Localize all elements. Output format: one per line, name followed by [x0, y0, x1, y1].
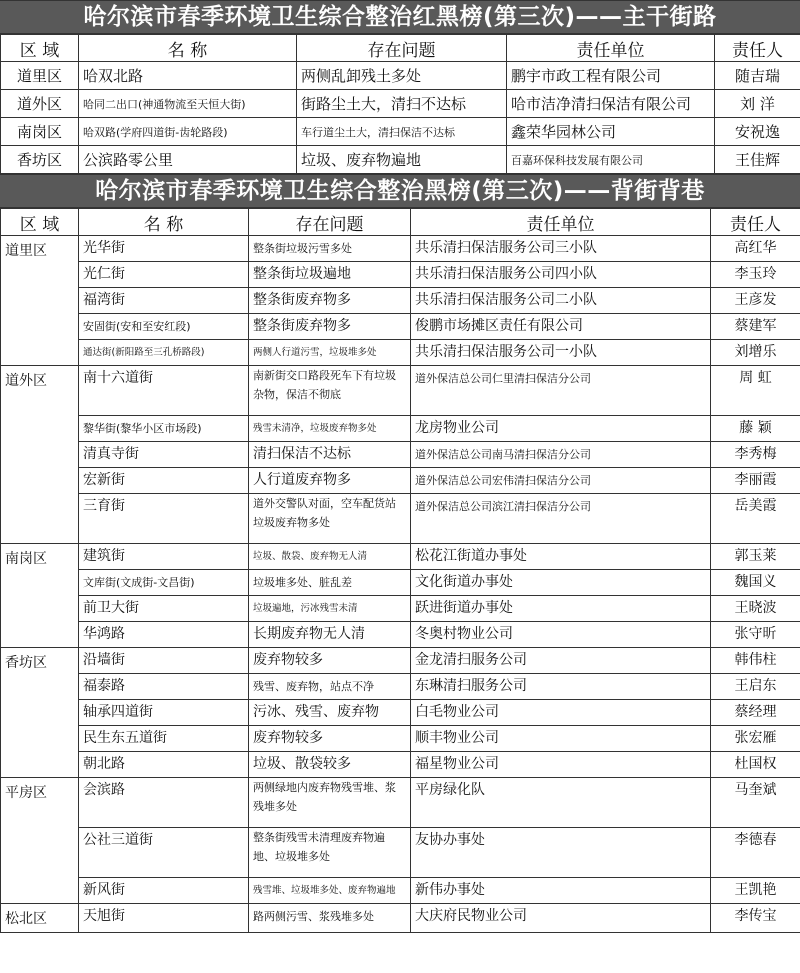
table-header-row	[1, 209, 800, 236]
unit-cell: 福星物业公司	[411, 752, 711, 778]
street-name-cell: 文库街(文成街-文昌街)	[79, 570, 249, 596]
table-row	[1, 904, 800, 933]
unit-cell: 新伟办事处	[411, 878, 711, 904]
street-name-cell: 建筑街	[79, 544, 249, 570]
person-cell: 王启东	[711, 674, 800, 700]
person-cell: 王佳辉	[715, 146, 800, 174]
street-name-cell: 公社三道街	[79, 828, 249, 878]
table-row	[1, 596, 800, 622]
person-cell: 李秀梅	[711, 442, 800, 468]
unit-cell: 道外保洁总公司宏伟清扫保洁分公司	[411, 468, 711, 494]
street-name-cell: 通达街(新阳路至三孔桥路段)	[79, 340, 249, 366]
person-cell: 张守昕	[711, 622, 800, 648]
person-cell: 刘 洋	[715, 90, 800, 118]
street-name-cell: 公滨路零公里	[79, 146, 297, 174]
district-cell: 道外区	[1, 366, 79, 544]
header-unit: 责任单位	[507, 35, 715, 62]
street-name-cell: 福湾街	[79, 288, 249, 314]
table-row	[1, 146, 800, 174]
problem-cell: 垃圾、废弃物遍地	[297, 146, 507, 174]
problem-cell: 清扫保洁不达标	[249, 442, 411, 468]
person-cell: 岳美霞	[711, 494, 800, 544]
person-cell: 周 虹	[711, 366, 800, 416]
header-name: 名 称	[79, 35, 297, 62]
district-cell: 平房区	[1, 778, 79, 904]
back-streets-table	[0, 208, 800, 933]
person-cell: 王晓波	[711, 596, 800, 622]
problem-cell: 路两侧污雪、浆残堆多处	[249, 904, 411, 933]
table-row	[1, 878, 800, 904]
problem-cell: 南新街交口路段死车下有垃圾杂物，保洁不彻底	[249, 366, 411, 416]
person-cell: 蔡建军	[711, 314, 800, 340]
table-row	[1, 700, 800, 726]
unit-cell: 鹏宇市政工程有限公司	[507, 62, 715, 90]
person-cell: 李德春	[711, 828, 800, 878]
street-name-cell: 新风街	[79, 878, 249, 904]
district-cell: 香坊区	[1, 648, 79, 778]
district-cell: 道里区	[1, 62, 79, 90]
main-roads-title: 哈尔滨市春季环境卫生综合整治红黑榜(第三次)——主干街路	[0, 0, 800, 34]
unit-cell: 大庆府民物业公司	[411, 904, 711, 933]
district-cell: 南岗区	[1, 118, 79, 146]
unit-cell: 平房绿化队	[411, 778, 711, 828]
street-name-cell: 前卫大街	[79, 596, 249, 622]
person-cell: 王彦发	[711, 288, 800, 314]
unit-cell: 东琳清扫服务公司	[411, 674, 711, 700]
unit-cell: 共乐清扫保洁服务公司三小队	[411, 236, 711, 262]
street-name-cell: 宏新街	[79, 468, 249, 494]
table-row	[1, 366, 800, 416]
district-cell: 松北区	[1, 904, 79, 933]
problem-cell: 两侧乱卸残土多处	[297, 62, 507, 90]
table-row	[1, 622, 800, 648]
problem-cell: 废弃物较多	[249, 726, 411, 752]
header-unit: 责任单位	[411, 209, 711, 236]
table-row	[1, 752, 800, 778]
unit-cell: 龙房物业公司	[411, 416, 711, 442]
unit-cell: 松花江街道办事处	[411, 544, 711, 570]
person-cell: 魏国义	[711, 570, 800, 596]
problem-cell: 垃圾、散袋、废弃物无人清	[249, 544, 411, 570]
unit-cell: 冬奥村物业公司	[411, 622, 711, 648]
header-name: 名 称	[79, 209, 249, 236]
street-name-cell: 清真寺街	[79, 442, 249, 468]
table-row	[1, 236, 800, 262]
table-row	[1, 262, 800, 288]
person-cell: 李传宝	[711, 904, 800, 933]
person-cell: 张宏雁	[711, 726, 800, 752]
problem-cell: 街路尘土大，清扫不达标	[297, 90, 507, 118]
back-streets-title: 哈尔滨市春季环境卫生综合整治黑榜(第三次)——背街背巷	[0, 174, 800, 208]
problem-cell: 两侧绿地内废弃物残雪堆、浆残堆多处	[249, 778, 411, 828]
problem-cell: 整条街垃圾遍地	[249, 262, 411, 288]
street-name-cell: 安固街(安和至安红段)	[79, 314, 249, 340]
unit-cell: 白毛物业公司	[411, 700, 711, 726]
unit-cell: 友协办事处	[411, 828, 711, 878]
table-row	[1, 494, 800, 544]
problem-cell: 整条街废弃物多	[249, 288, 411, 314]
person-cell: 韩伟柱	[711, 648, 800, 674]
problem-cell: 整条街残雪未清理废弃物遍地、垃圾堆多处	[249, 828, 411, 878]
table-row	[1, 674, 800, 700]
unit-cell: 跃进街道办事处	[411, 596, 711, 622]
problem-cell: 污冰、残雪、废弃物	[249, 700, 411, 726]
person-cell: 随吉瑞	[715, 62, 800, 90]
street-name-cell: 会滨路	[79, 778, 249, 828]
problem-cell: 整条街废弃物多	[249, 314, 411, 340]
table-row	[1, 62, 800, 90]
unit-cell: 鑫荣华园林公司	[507, 118, 715, 146]
problem-cell: 残雪、废弃物，站点不净	[249, 674, 411, 700]
street-name-cell: 光华街	[79, 236, 249, 262]
table-row	[1, 726, 800, 752]
street-name-cell: 光仁街	[79, 262, 249, 288]
problem-cell: 人行道废弃物多	[249, 468, 411, 494]
unit-cell: 哈市洁净清扫保洁有限公司	[507, 90, 715, 118]
table-row	[1, 442, 800, 468]
unit-cell: 顺丰物业公司	[411, 726, 711, 752]
problem-cell: 整条街垃圾污雪多处	[249, 236, 411, 262]
problem-cell: 垃圾堆多处、脏乱差	[249, 570, 411, 596]
unit-cell: 共乐清扫保洁服务公司二小队	[411, 288, 711, 314]
header-problem: 存在问题	[297, 35, 507, 62]
street-name-cell: 哈同二出口(神通物流至天恒大街)	[79, 90, 297, 118]
table-row	[1, 570, 800, 596]
problem-cell: 废弃物较多	[249, 648, 411, 674]
person-cell: 郭玉莱	[711, 544, 800, 570]
street-name-cell: 福泰路	[79, 674, 249, 700]
problem-cell: 残雪堆、垃圾堆多处、废弃物遍地	[249, 878, 411, 904]
problem-cell: 车行道尘土大，清扫保洁不达标	[297, 118, 507, 146]
person-cell: 李玉玲	[711, 262, 800, 288]
unit-cell: 金龙清扫服务公司	[411, 648, 711, 674]
table-row	[1, 778, 800, 828]
table-row	[1, 90, 800, 118]
district-cell: 香坊区	[1, 146, 79, 174]
district-cell: 道外区	[1, 90, 79, 118]
person-cell: 李丽霞	[711, 468, 800, 494]
street-name-cell: 哈双北路	[79, 62, 297, 90]
unit-cell: 道外保洁总公司滨江清扫保洁分公司	[411, 494, 711, 544]
person-cell: 王凯艳	[711, 878, 800, 904]
person-cell: 蔡经理	[711, 700, 800, 726]
unit-cell: 共乐清扫保洁服务公司一小队	[411, 340, 711, 366]
person-cell: 安祝逸	[715, 118, 800, 146]
street-name-cell: 三育街	[79, 494, 249, 544]
table-row	[1, 544, 800, 570]
street-name-cell: 南十六道街	[79, 366, 249, 416]
table-row	[1, 648, 800, 674]
table-row	[1, 340, 800, 366]
street-name-cell: 轴承四道街	[79, 700, 249, 726]
unit-cell: 文化街道办事处	[411, 570, 711, 596]
unit-cell: 道外保洁总公司南马清扫保洁分公司	[411, 442, 711, 468]
street-name-cell: 天旭街	[79, 904, 249, 933]
person-cell: 刘增乐	[711, 340, 800, 366]
header-district: 区 域	[1, 35, 79, 62]
street-name-cell: 哈双路(学府四道街-齿轮路段)	[79, 118, 297, 146]
problem-cell: 道外交警队对面，空车配货站垃圾废弃物多处	[249, 494, 411, 544]
problem-cell: 垃圾、散袋较多	[249, 752, 411, 778]
unit-cell: 俊鹏市场摊区责任有限公司	[411, 314, 711, 340]
street-name-cell: 民生东五道街	[79, 726, 249, 752]
table-row	[1, 828, 800, 878]
table-row	[1, 468, 800, 494]
person-cell: 杜国权	[711, 752, 800, 778]
table-row	[1, 288, 800, 314]
person-cell: 藤 颖	[711, 416, 800, 442]
table-header-row	[1, 35, 800, 62]
problem-cell: 残雪未清净，垃圾废弃物多处	[249, 416, 411, 442]
person-cell: 马奎斌	[711, 778, 800, 828]
main-roads-table	[0, 34, 800, 174]
problem-cell: 垃圾遍地，污冰残雪未清	[249, 596, 411, 622]
unit-cell: 共乐清扫保洁服务公司四小队	[411, 262, 711, 288]
table-row	[1, 118, 800, 146]
table-row	[1, 416, 800, 442]
header-district: 区 域	[1, 209, 79, 236]
problem-cell: 长期废弃物无人清	[249, 622, 411, 648]
header-person: 责任人	[711, 209, 800, 236]
person-cell: 高红华	[711, 236, 800, 262]
header-person: 责任人	[715, 35, 800, 62]
street-name-cell: 沿墙街	[79, 648, 249, 674]
street-name-cell: 朝北路	[79, 752, 249, 778]
district-cell: 南岗区	[1, 544, 79, 648]
problem-cell: 两侧人行道污雪，垃圾堆多处	[249, 340, 411, 366]
table-row	[1, 314, 800, 340]
header-problem: 存在问题	[249, 209, 411, 236]
unit-cell: 百嘉环保科技发展有限公司	[507, 146, 715, 174]
street-name-cell: 华鸿路	[79, 622, 249, 648]
district-cell: 道里区	[1, 236, 79, 366]
unit-cell: 道外保洁总公司仁里清扫保洁分公司	[411, 366, 711, 416]
street-name-cell: 黎华街(黎华小区市场段)	[79, 416, 249, 442]
